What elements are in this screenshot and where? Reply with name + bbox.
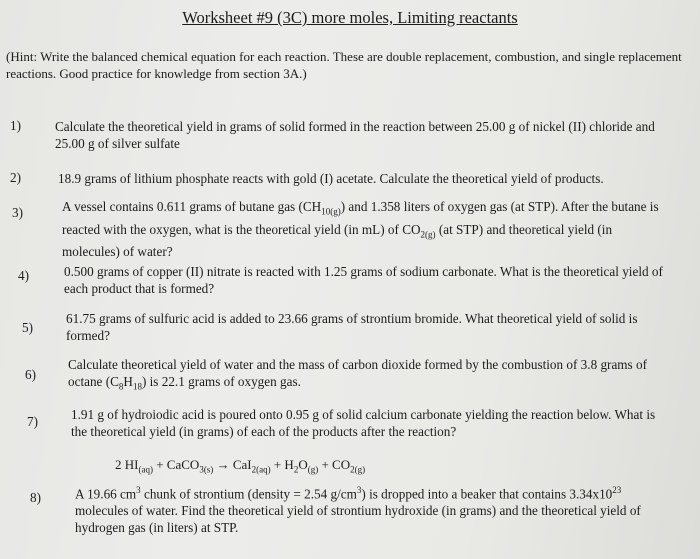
- question-3: A vessel contains 0.611 grams of butane gas $(CH_{10(g)})$ and 1.358 liters of oxygen gas (at STP). After the butane is reacted with the oxygen, what is the theoretical yield (in mL) of $CO_{2(g)}$ (at STP) and theoretical yield (in molecules) of water?: [62, 199, 659, 260]
- question-4: 0.500 grams of copper (II) nitrate is reacted with 1.25 grams of sodium carbonate. What is the theoretical yield of each product that is formed?: [64, 264, 663, 296]
- question-1: Calculate the theoretical yield in grams of solid formed in the reaction between 25.00 g of nickel (II) chloride and 25.00 g of silver sulfate: [55, 119, 655, 151]
- question-number: 2): [10, 170, 21, 185]
- question-number: 7): [27, 414, 38, 429]
- hint-text: (Hint: Write the balanced chemical equation for each reaction. These are double replacement, combustion, and single replacement reactions. Good practice for knowledge from section 3A.): [6, 49, 682, 81]
- chemical-equation: 2 $HI_{(aq)}$ + CaCO$_{3(s)}$ → $CaI_{2(aq)} + H_2O_{(g)} + CO_{2(g)}$: [115, 457, 366, 475]
- question-2: 18.9 grams of lithium phosphate reacts with gold (I) acetate. Calculate the theoretical yield of products.: [58, 171, 604, 186]
- question-number: 8): [30, 490, 41, 505]
- question-6: Calculate theoretical yield of water and the mass of carbon dioxide formed by the combustion of 3.8 grams of octane $(C_8H_{18})$ is 22.1 grams of oxygen gas.: [68, 357, 647, 392]
- question-number: 3): [12, 205, 23, 220]
- question-number: 6): [25, 367, 36, 382]
- page-title: Worksheet #9 (3C) more moles, Limiting reactants: [182, 8, 518, 27]
- question-number: 4): [18, 268, 29, 283]
- question-number: 5): [22, 320, 33, 335]
- question-number: 1): [10, 118, 21, 133]
- question-7: 1.91 g of hydroiodic acid is poured onto 0.95 g of solid calcium carbonate yielding the reaction below. What is the theoretical yield (in grams) of each of the products after the reaction?: [71, 407, 656, 439]
- question-8: A 19.66 $cm^3$ chunk of strontium (density = 2.54 $g/cm^3$) is dropped into a beaker that contains $3.34x10^{23}$ molecules of water. Find the theoretical yield of strontium hydroxide (in grams) and the theoretical yield of hydrogen gas (in liters) at STP.: [75, 485, 641, 536]
- question-5: 61.75 grams of sulfuric acid is added to 23.66 grams of strontium bromide. What theoretical yield of solid is formed?: [66, 311, 638, 343]
